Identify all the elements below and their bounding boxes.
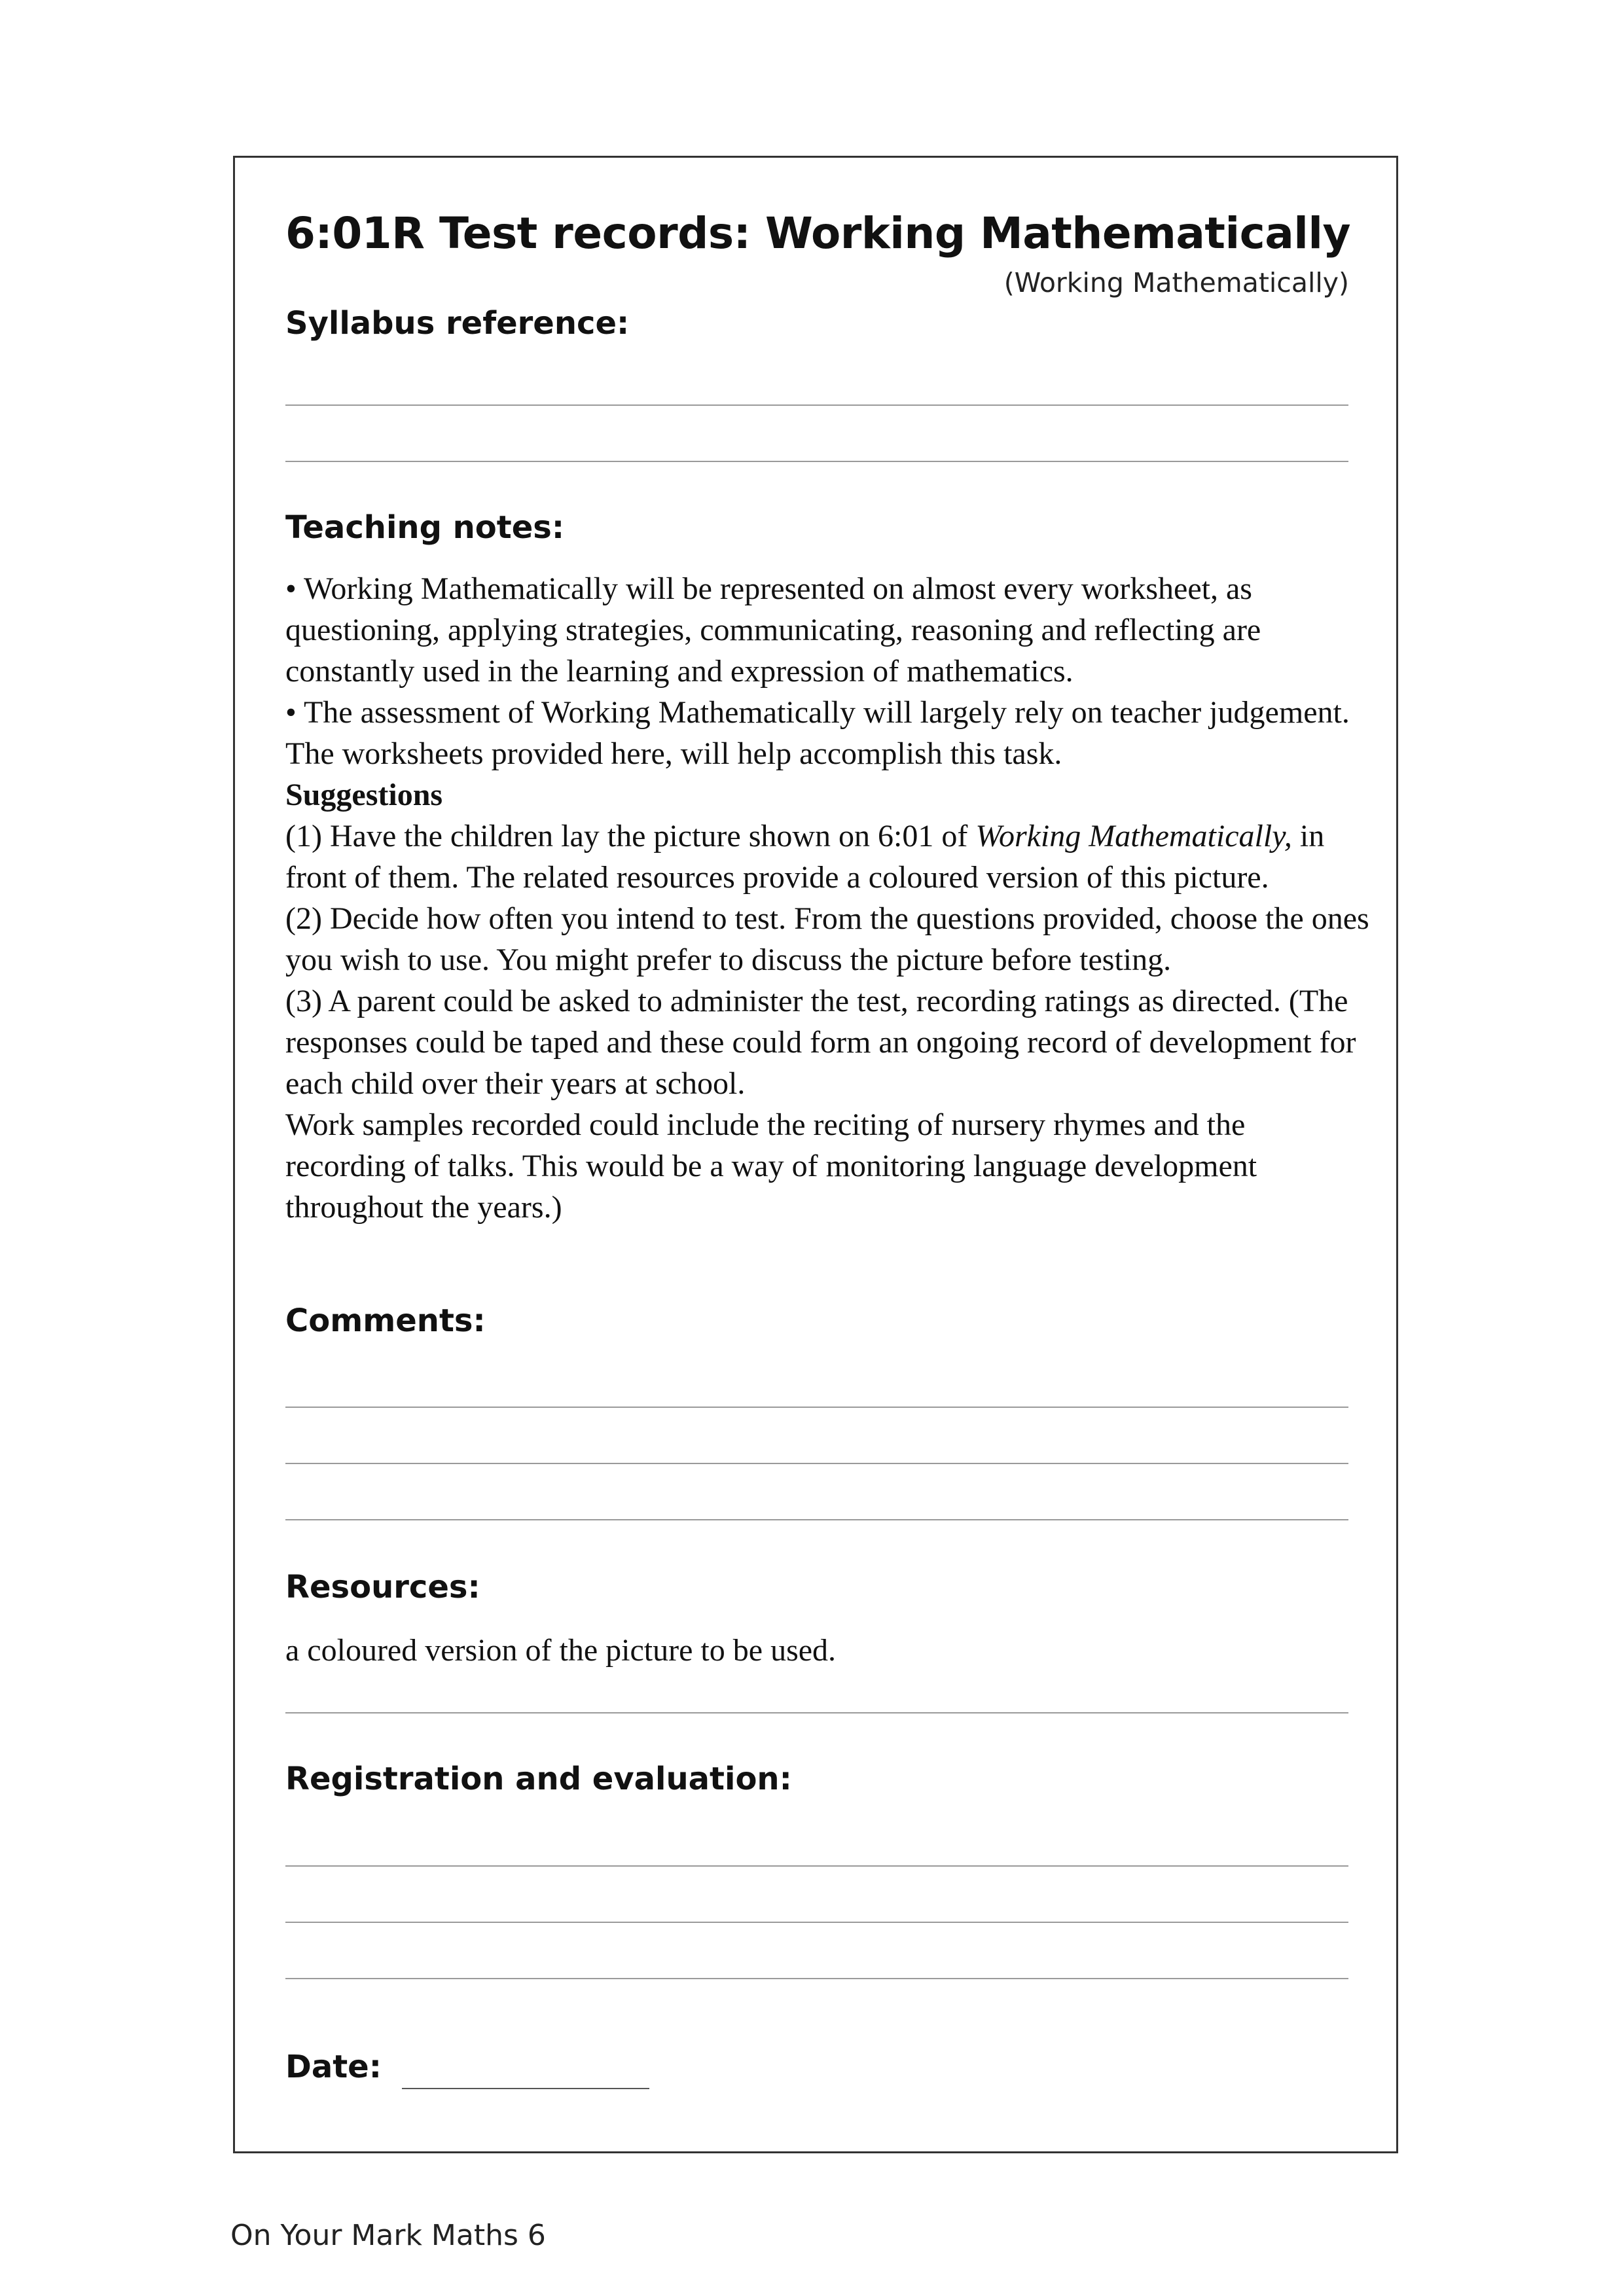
comments-line-3	[285, 1519, 1348, 1520]
date-field-line	[402, 2088, 649, 2089]
comments-line-1	[285, 1407, 1348, 1408]
resources-heading: Resources:	[285, 1569, 480, 1605]
comments-line-2	[285, 1463, 1348, 1464]
registration-line-1	[285, 1865, 1348, 1867]
suggestion-1-title: Working Mathematically,	[975, 819, 1292, 853]
teaching-notes-heading: Teaching notes:	[285, 509, 565, 546]
syllabus-line-1	[285, 404, 1348, 406]
page-title: 6:01R Test records: Working Mathematically	[285, 208, 1351, 259]
registration-heading: Registration and evaluation:	[285, 1761, 792, 1797]
suggestion-1-end: in front of them. The related resources provide a coloured version of this picture.	[285, 819, 1325, 895]
suggestion-2: (2) Decide how often you intend to test. From the questions provided, choose the ones you wish to use. You might prefer to discuss the picture before testing.	[285, 901, 1369, 977]
suggestion-1-start: (1) Have the children lay the picture shown on 6:01 of	[285, 819, 976, 853]
syllabus-heading: Syllabus reference:	[285, 305, 630, 342]
comments-heading: Comments:	[285, 1302, 486, 1339]
date-label: Date:	[285, 2049, 382, 2085]
suggestion-3-continued: Work samples recorded could include the reciting of nursery rhymes and the recording of talks. This would be a way of monitoring language development throughout the years.)	[285, 1107, 1257, 1225]
registration-line-2	[285, 1922, 1348, 1923]
teaching-notes-body	[285, 568, 1372, 1228]
suggestion-1	[285, 816, 1372, 898]
resources-line	[285, 1712, 1348, 1713]
registration-line-3	[285, 1978, 1348, 1979]
suggestions-heading: Suggestions	[285, 778, 443, 812]
syllabus-line-2	[285, 461, 1348, 462]
page-footer: On Your Mark Maths 6	[230, 2219, 546, 2252]
note-bullet-2: • The assessment of Working Mathematically will largely rely on teacher judgement. The worksheets provided here, will help accomplish this task.	[285, 695, 1350, 771]
note-bullet-1: • Working Mathematically will be represented on almost every worksheet, as questioning, applying strategies, communicating, reasoning and reflecting are constantly used in the learning and expression of mathematics.	[285, 571, 1261, 689]
resources-text: a coloured version of the picture to be used.	[285, 1633, 837, 1668]
suggestion-3: (3) A parent could be asked to administer the test, recording ratings as directed. (The responses could be taped and these could form an ongoing record of development for each child over their years at school.	[285, 984, 1356, 1101]
strand-subtitle: (Working Mathematically)	[1003, 267, 1349, 298]
